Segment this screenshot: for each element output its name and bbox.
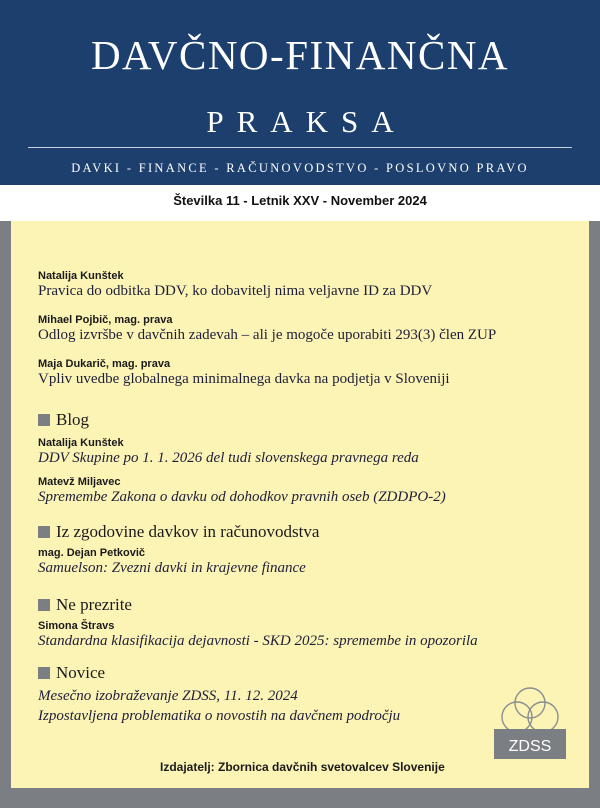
blog-item-1[interactable] xyxy=(38,437,419,467)
article-title: Odlog izvršbe v davčnih zadevah – ali je mogoče uporabiti 293(3) člen ZUP xyxy=(38,327,497,343)
news-item-2[interactable] xyxy=(38,707,400,725)
blog-item-2[interactable] xyxy=(38,476,446,506)
section-heading-blog: Blog xyxy=(38,410,89,430)
article-author: Natalija Kunštek xyxy=(38,437,124,449)
news-line: Izpostavljena problematika o novostih na davčnem področju xyxy=(38,708,401,724)
article-title: Vpliv uvedbe globalnega minimalnega davka na podjetja v Sloveniji xyxy=(38,371,450,387)
article-title: Standardna klasifikacija dejavnosti - SKD 2025: spremembe in opozorila xyxy=(38,633,478,649)
article-title: Pravica do odbitka DDV, ko dobavitelj nima veljavne ID za DDV xyxy=(38,283,433,299)
news-line: Mesečno izobraževanje ZDSS, 11. 12. 2024 xyxy=(38,688,298,704)
article-1[interactable] xyxy=(38,270,432,300)
issue-info: Številka 11 - Letnik XXV - November 2024 xyxy=(0,185,600,221)
square-bullet-icon xyxy=(38,526,50,538)
magazine-title: DAVČNO-FINANČNA xyxy=(90,32,510,78)
section-heading-ne-prezrite: Ne prezrite xyxy=(38,595,132,615)
article-2[interactable] xyxy=(38,314,496,344)
magazine-tagline: DAVKI - FINANCE - RAČUNOVODSTVO - POSLOVNO PRAVO xyxy=(71,161,529,175)
article-author: mag. Dejan Petkovič xyxy=(38,547,145,559)
masthead xyxy=(0,0,600,185)
publisher-line: Izdajatelj: Zbornica davčnih svetovalcev Slovenije xyxy=(160,760,445,774)
section-heading-novice: Novice xyxy=(38,663,105,683)
square-bullet-icon xyxy=(38,667,50,679)
article-author: Natalija Kunštek xyxy=(38,270,124,282)
article-title: Samuelson: Zvezni davki in krajevne finance xyxy=(38,560,306,576)
masthead-divider xyxy=(28,147,572,148)
article-title: DDV Skupine po 1. 1. 2026 del tudi slovenskega pravnega reda xyxy=(38,450,419,466)
magazine-subtitle: PRAKSA xyxy=(206,104,407,139)
history-item-1[interactable] xyxy=(38,547,306,577)
zdss-logo xyxy=(490,683,570,763)
article-author: Simona Štravs xyxy=(38,620,115,632)
article-author: Matevž Miljavec xyxy=(38,476,121,488)
article-3[interactable] xyxy=(38,358,450,388)
square-bullet-icon xyxy=(38,414,50,426)
ne-prezrite-item-1[interactable] xyxy=(38,620,478,650)
article-title: Spremembe Zakona o davku od dohodkov pravnih oseb (ZDDPO-2) xyxy=(38,489,446,505)
article-author: Mihael Pojbič, mag. prava xyxy=(38,314,173,326)
article-author: Maja Dukarič, mag. prava xyxy=(38,358,171,370)
logo-text: ZDSS xyxy=(508,738,552,755)
square-bullet-icon xyxy=(38,599,50,611)
section-heading-history: Iz zgodovine davkov in računovodstva xyxy=(38,522,319,542)
news-item-1[interactable] xyxy=(38,687,298,705)
